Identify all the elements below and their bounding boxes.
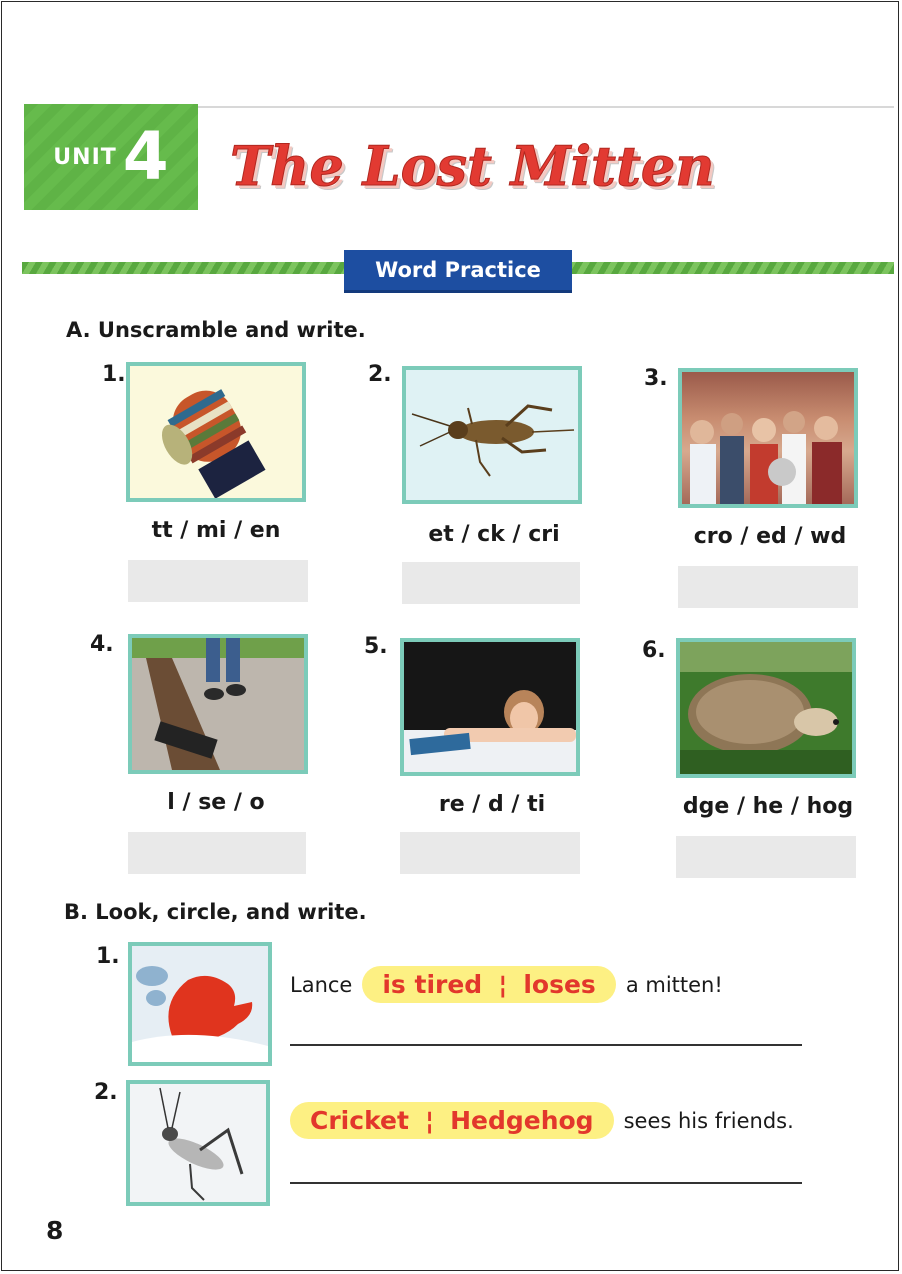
- section-tab: Word Practice: [344, 250, 572, 293]
- unit-badge: [24, 104, 198, 210]
- red-mitten-picture: [128, 942, 272, 1066]
- answer-field[interactable]: [678, 566, 858, 608]
- sentence-2: [290, 1102, 794, 1139]
- cricket-drawing-illustration: [130, 1084, 266, 1202]
- part-a-heading: A. Unscramble and write.: [66, 318, 366, 342]
- hedgehog-picture: [676, 638, 856, 778]
- write-line[interactable]: [290, 1044, 802, 1046]
- sentence-after: a mitten!: [625, 972, 723, 997]
- mitten-illustration: [130, 366, 302, 498]
- cricket-illustration: [406, 370, 578, 500]
- scramble-word: re / d / ti: [438, 792, 546, 817]
- answer-field[interactable]: [128, 560, 308, 602]
- item-number: 2.: [94, 1080, 118, 1105]
- unit-label: UNIT: [53, 144, 117, 170]
- mitten-picture: [126, 362, 306, 502]
- choice-pill: [362, 966, 615, 1003]
- item-number: 6.: [642, 638, 666, 663]
- cricket-picture: [402, 366, 582, 504]
- item-number: 4.: [90, 632, 114, 657]
- answer-field[interactable]: [402, 562, 580, 604]
- lost-wallet-picture: [128, 634, 308, 774]
- item-number: 1.: [96, 944, 120, 969]
- top-rule: [198, 106, 894, 108]
- bench-wallet-illustration: [132, 638, 304, 770]
- item-number: 1.: [102, 362, 126, 387]
- red-mitten-illustration: [132, 946, 268, 1062]
- answer-field[interactable]: [128, 832, 306, 874]
- choice-divider: ¦: [424, 1106, 435, 1135]
- answer-field[interactable]: [400, 832, 580, 874]
- choice-divider: ¦: [498, 970, 508, 999]
- choice-option[interactable]: Cricket: [310, 1106, 409, 1135]
- sentence-1: [290, 966, 723, 1003]
- part-b-heading: B. Look, circle, and write.: [64, 900, 367, 924]
- scramble-word: et / ck / cri: [428, 522, 560, 547]
- choice-option[interactable]: loses: [523, 970, 596, 999]
- choice-option[interactable]: is tired: [382, 970, 483, 999]
- scramble-word: l / se / o: [167, 790, 265, 815]
- write-line[interactable]: [290, 1182, 802, 1184]
- scramble-word: dge / he / hog: [682, 794, 854, 819]
- answer-field[interactable]: [676, 836, 856, 878]
- crowd-illustration: [682, 372, 854, 504]
- tired-girl-picture: [400, 638, 580, 776]
- unit-number: 4: [122, 118, 169, 195]
- unit-title: The Lost Mitten: [230, 134, 715, 198]
- choice-pill: [290, 1102, 614, 1139]
- item-number: 5.: [364, 634, 388, 659]
- sentence-after: sees his friends.: [623, 1108, 794, 1133]
- cricket-drawing-picture: [126, 1080, 270, 1206]
- scramble-word: cro / ed / wd: [693, 524, 847, 549]
- sentence-before: Lance: [290, 972, 353, 997]
- choice-option[interactable]: Hedgehog: [450, 1106, 594, 1135]
- scramble-word: tt / mi / en: [151, 518, 281, 543]
- tired-girl-illustration: [404, 642, 576, 772]
- page-number: 8: [46, 1216, 64, 1245]
- hedgehog-illustration: [680, 642, 852, 774]
- crowd-picture: [678, 368, 858, 508]
- item-number: 3.: [644, 366, 668, 391]
- item-number: 2.: [368, 362, 392, 387]
